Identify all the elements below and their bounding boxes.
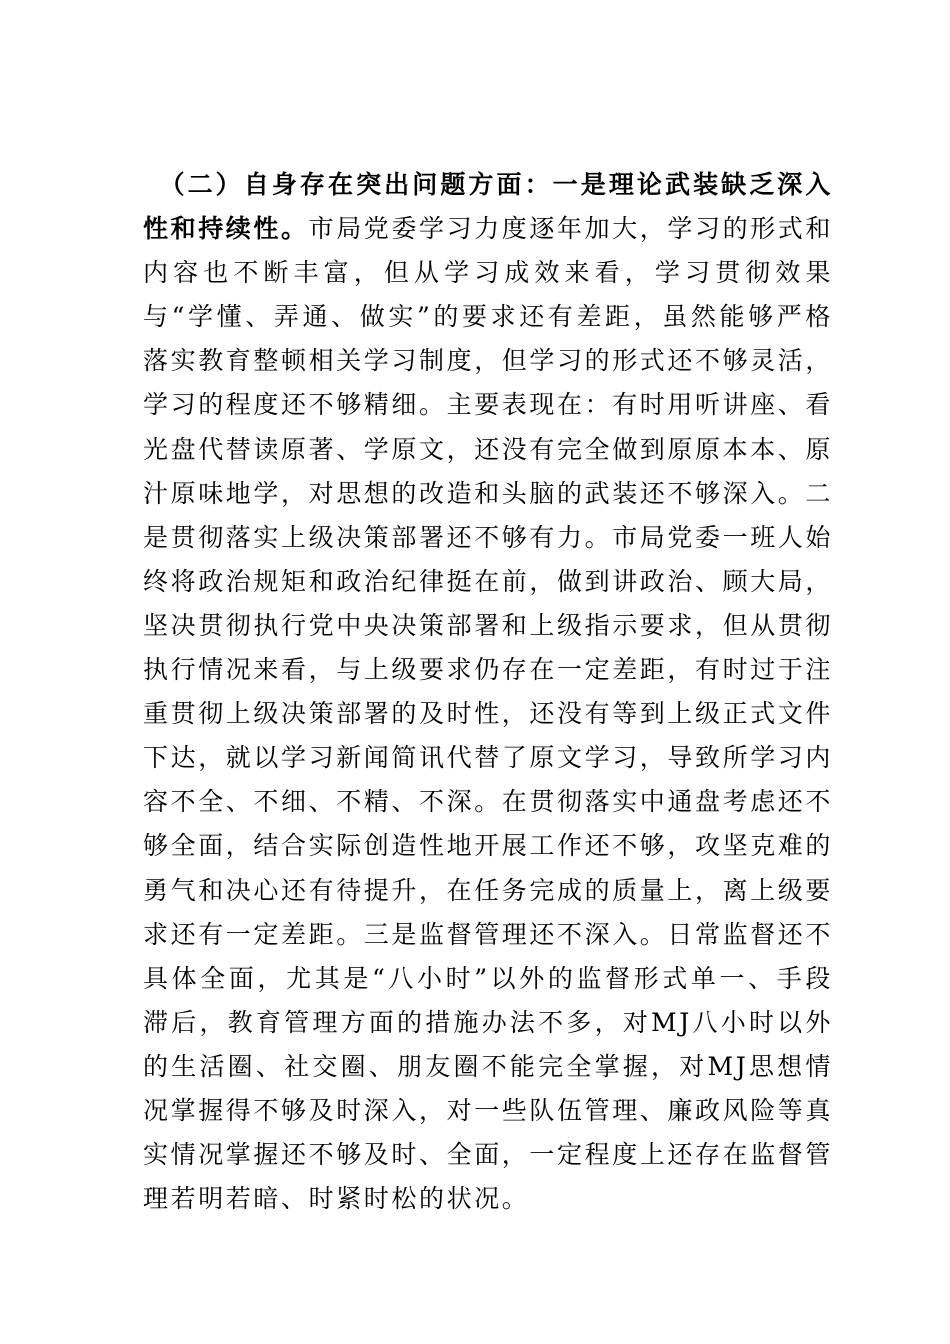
paragraph-body-text: 市局党委学习力度逐年加大，学习的形式和内容也不断丰富，但从学习成效来看，学习贯彻效果与“学懂、弄通、做实”的要求还有差距，虽然能够严格落实教育整顿相关学习制度，但学习的形式还不够灵活，学习的程度还不够精细。主要表现在：有时用听讲座、看光盘代替读原著、学原文，还没有完全做到原原本本、原汁原味地学，对思想的改造和头脑的武装还不够深入。二是贯彻落实上级决策部署还不够有力。市局党委一班人始终将政治规矩和政治纪律挺在前，做到讲政治、顾大局，坚决贯彻执行党中央决策部署和上级指示要求，但从贯彻执行情况来看，与上级要求仍存在一定差距，有时过于注重贯彻上级决策部署的及时性，还没有等到上级正式文件下达，就以学习新闻简讯代替了原文学习，导致所学习内容不全、不细、不精、不深。在贯彻落实中通盘考虑还不够全面，结合实际创造性地开展工作还不够，攻坚克难的勇气和决心还有待提升，在任务完成的质量上，离上级要求还有一定差距。三是监督管理还不深入。日常监督还不具体全面，尤其是“八小时”以外的监督形式单一、手段滞后，教育管理方面的措施办法不多，对MJ八小时以外的生活圈、社交圈、朋友圈不能完全掌握，对MJ思想情况掌握得不够及时深入，对一些队伍管理、廉政风险等真实情况掌握还不够及时、全面，一定程度上还存在监督管理若明若暗、时紧时松的状况。 (143, 214, 834, 1214)
section-heading: （二）自身存在突出问题方面：一是理论武装缺乏深入性和持续性。 (143, 170, 833, 244)
body-paragraph (143, 163, 833, 1221)
